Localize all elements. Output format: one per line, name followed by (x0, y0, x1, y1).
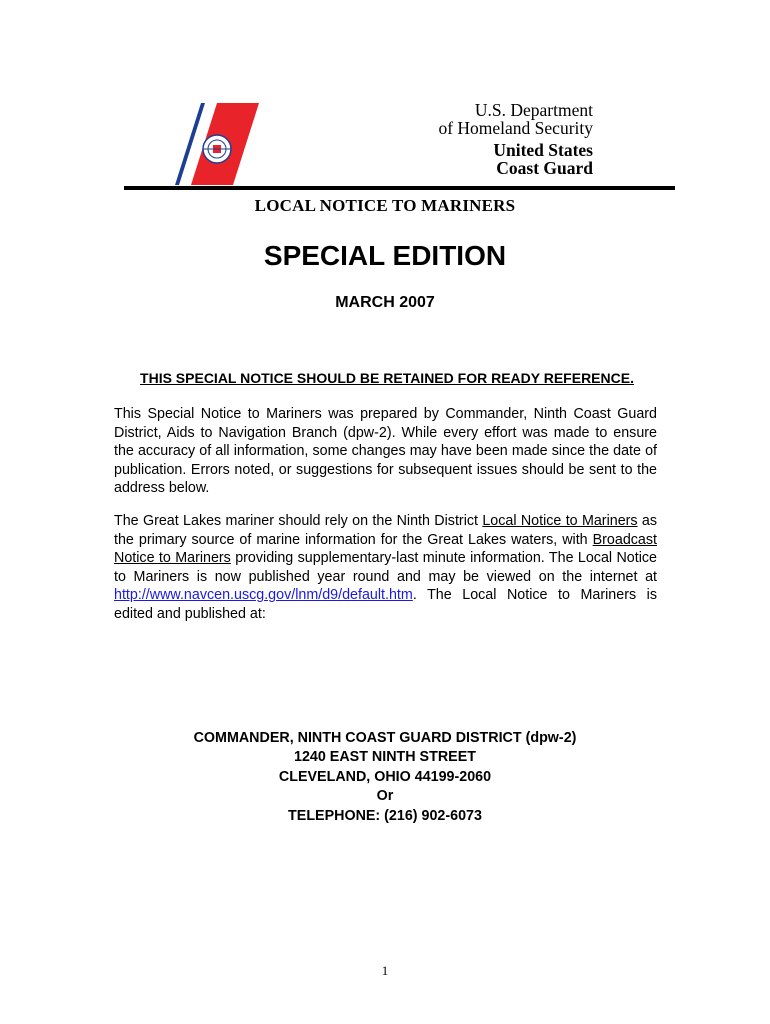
issue-date: MARCH 2007 (335, 294, 435, 311)
agency-line-2: Coast Guard (496, 158, 593, 178)
paragraph-text: The Great Lakes mariner should rely on the Ninth District (114, 513, 483, 529)
intro-paragraph: This Special Notice to Mariners was prepared by Commander, Ninth Coast Guard District, Aids to Navigation Branch (dpw-2). While every effort was made to ensure the accuracy of all information, some changes may have been made since the date of publication. Errors noted, or suggestions for subsequent issues should be sent to the address below. (114, 406, 657, 497)
paragraph-text: . The Local Notice to Mariners is edited and published at: (114, 587, 657, 622)
edition-title: SPECIAL EDITION (263, 240, 507, 271)
address-line-3: CLEVELAND, OHIO 44199-2060 (278, 768, 492, 785)
header-divider (124, 186, 675, 190)
address-line-2: 1240 EAST NINTH STREET (294, 749, 476, 766)
department-line-2: of Homeland Security (438, 118, 593, 138)
address-line-1: COMMANDER, NINTH COAST GUARD DISTRICT (dpw-2) (193, 730, 577, 746)
coast-guard-logo (165, 103, 265, 185)
paragraph-text: providing supplementary-last minute information. The Local Notice to Mariners is now published year round and may be viewed on the internet at (114, 550, 657, 585)
telephone-line: TELEPHONE: (216) 902-6073 (288, 807, 482, 824)
address-line-4: Or (376, 788, 394, 805)
page-number: 1 (381, 963, 389, 978)
distribution-paragraph (114, 512, 657, 624)
document-heading: LOCAL NOTICE TO MARINERS (254, 196, 516, 215)
broadcast-notice-reference: Broadcast Notice to Mariners (114, 531, 657, 567)
navcen-link[interactable]: http://www.navcen.uscg.gov/lnm/d9/default.htm (114, 587, 413, 604)
mailing-address (0, 729, 770, 826)
paragraph-text: as the primary source of marine information for the Great Lakes waters, with (114, 513, 657, 548)
agency-line-1: United States (493, 140, 593, 160)
retain-notice: THIS SPECIAL NOTICE SHOULD BE RETAINED FOR READY REFERENCE. (140, 370, 634, 386)
department-line-1: U.S. Department (474, 100, 593, 120)
local-notice-reference: Local Notice to Mariners (482, 513, 638, 529)
